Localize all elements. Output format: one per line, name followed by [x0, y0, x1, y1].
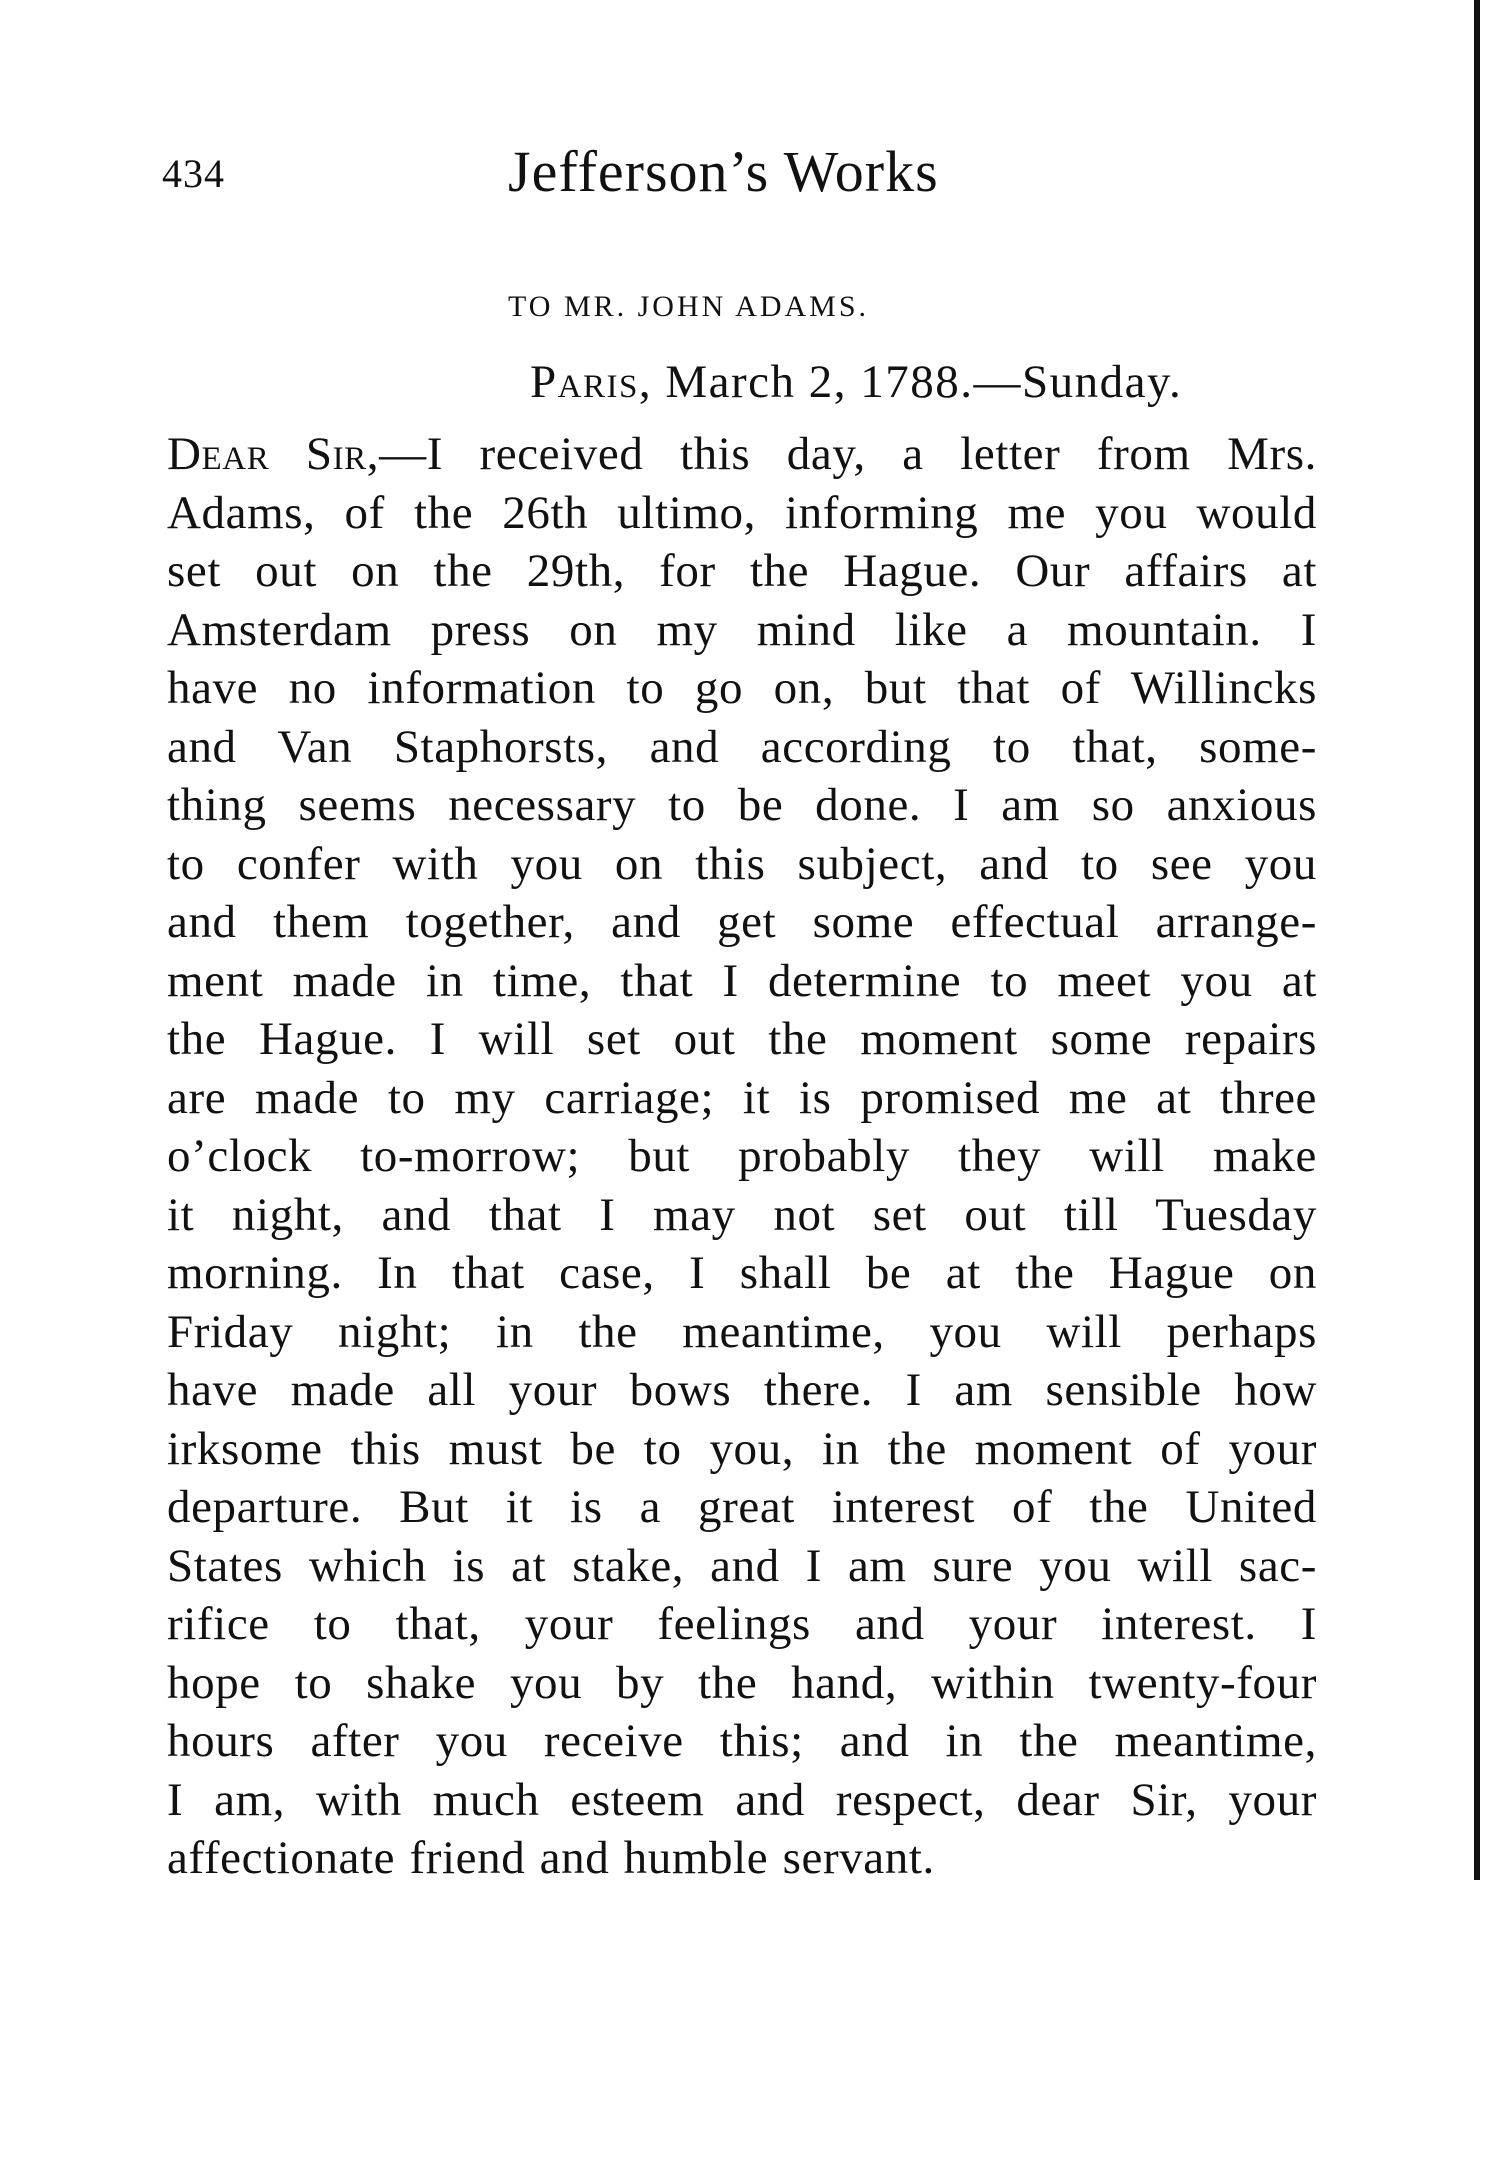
- letter-body: [167, 425, 1317, 1888]
- page-binding-edge: [1474, 0, 1480, 1880]
- body-line: and Van Staphorsts, and according to that, some-: [167, 720, 1317, 773]
- body-line: ment made in time, that I determine to meet you at: [167, 954, 1317, 1007]
- salutation: Dear Sir: [167, 428, 367, 480]
- body-line: Adams, of the 26th ultimo, informing me you would: [167, 486, 1317, 539]
- body-line: the Hague. I will set out the moment some repairs: [167, 1013, 1317, 1065]
- body-line: have no information to go on, but that of Willincks: [167, 662, 1317, 714]
- body-line: hours after you receive this; and in the meantime,: [167, 1715, 1317, 1767]
- body-line: Dear Sir,—I received this day, a letter from Mrs.: [167, 428, 1317, 480]
- body-line: rifice to that, your feelings and your interest. I: [167, 1598, 1317, 1650]
- body-line: affectionate friend and humble servant.: [167, 1832, 935, 1884]
- dateline-date: , March 2, 1788.—Sunday.: [638, 356, 1183, 408]
- body-line: set out on the 29th, for the Hague. Our affairs at: [167, 545, 1317, 597]
- body-line: have made all your bows there. I am sensible how: [167, 1364, 1317, 1416]
- body-line: are made to my carriage; it is promised me at three: [167, 1071, 1317, 1124]
- letter-dateline: [530, 355, 1182, 409]
- body-line: Amsterdam press on my mind like a mountain. I: [167, 603, 1317, 656]
- body-line: it night, and that I may not set out till Tuesday: [167, 1188, 1317, 1241]
- body-line: o’clock to-morrow; but probably they will make: [167, 1130, 1317, 1182]
- body-line: departure. But it is a great interest of the United: [167, 1481, 1317, 1533]
- body-line: and them together, and get some effectual arrange-: [167, 896, 1317, 948]
- body-line: irksome this must be to you, in the moment of your: [167, 1422, 1317, 1475]
- body-line: to confer with you on this subject, and to see you: [167, 837, 1317, 890]
- body-line: morning. In that case, I shall be at the Hague on: [167, 1247, 1317, 1299]
- running-title: Jefferson’s Works: [508, 139, 939, 204]
- body-line: Friday night; in the meantime, you will perhaps: [167, 1305, 1317, 1358]
- body-line: thing seems necessary to be done. I am so anxious: [167, 779, 1317, 831]
- body-line: I am, with much esteem and respect, dear Sir, your: [167, 1773, 1317, 1826]
- body-line: hope to shake you by the hand, within twenty-four: [167, 1656, 1317, 1709]
- page-number: 434: [162, 151, 225, 196]
- body-line: States which is at stake, and I am sure you will sac-: [167, 1539, 1317, 1592]
- dateline-place: Paris: [530, 356, 639, 408]
- letter-addressee: TO MR. JOHN ADAMS.: [508, 290, 870, 323]
